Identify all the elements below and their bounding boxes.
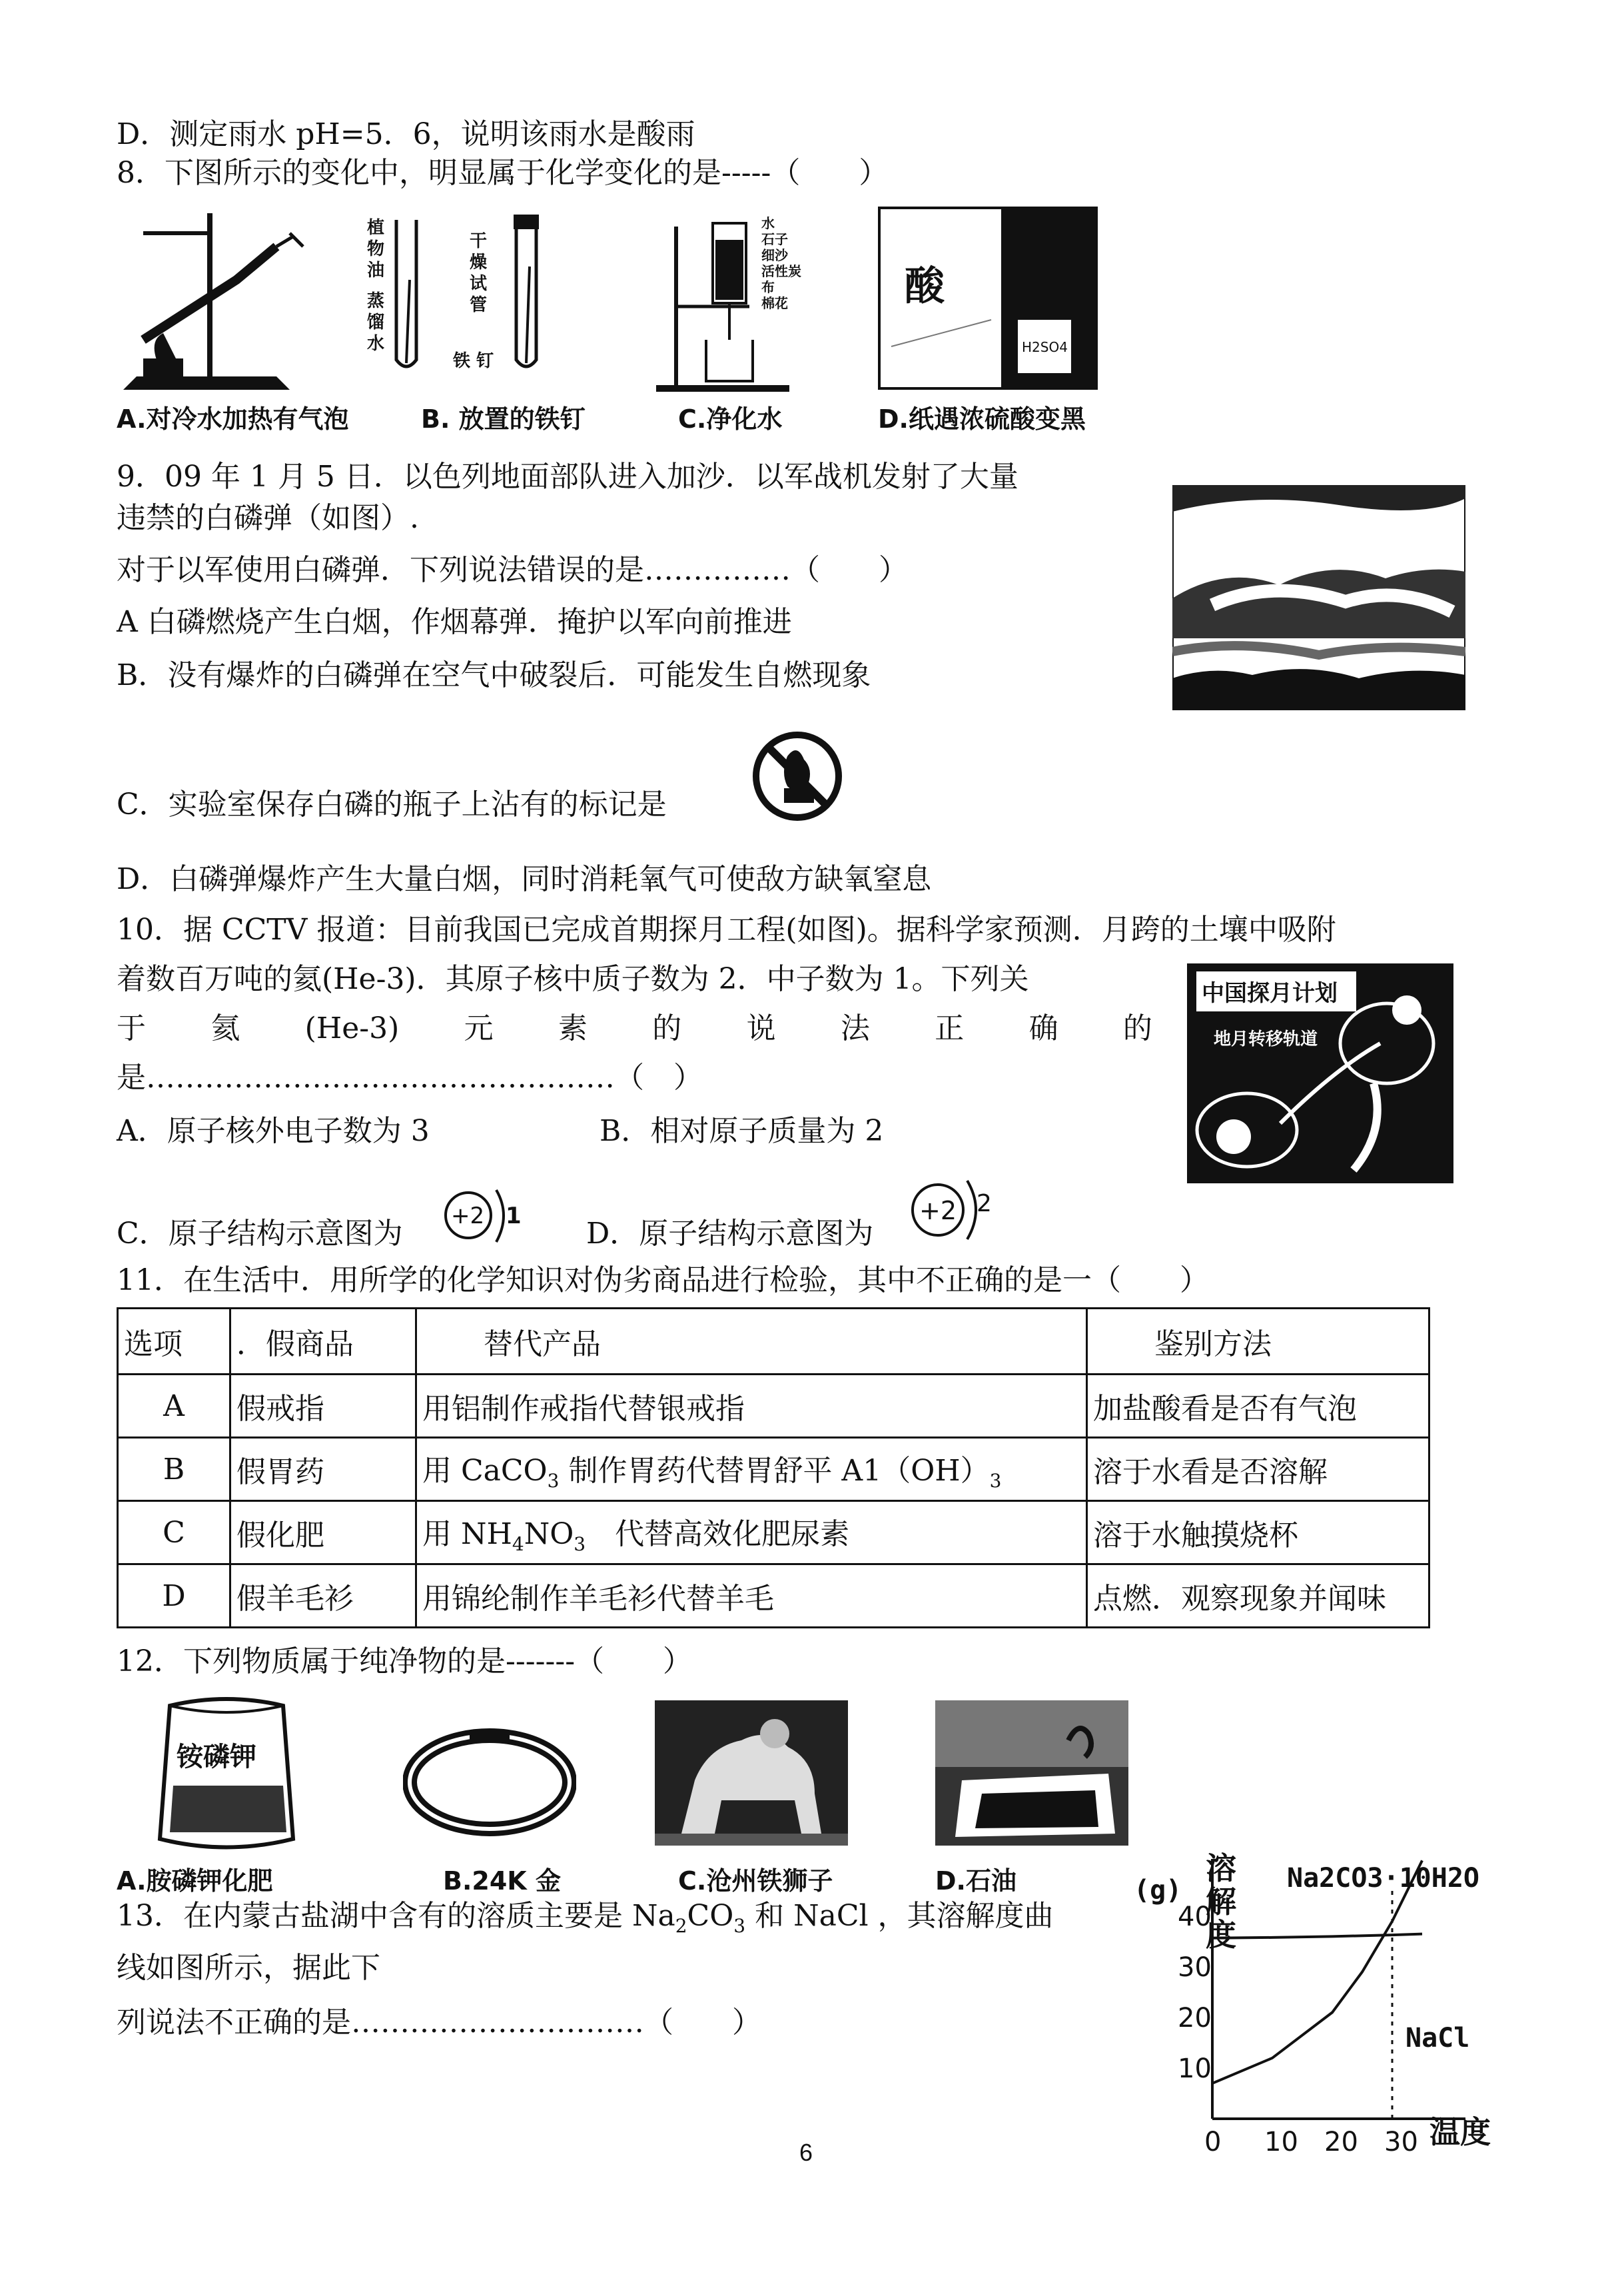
- atom-d-electrons: 2: [977, 1190, 992, 1217]
- chart-y-tick-0: 10: [1178, 2053, 1212, 2084]
- q12-caption-b: B.24K 金: [443, 1866, 561, 1896]
- q11-row-b-option: B: [118, 1438, 230, 1501]
- q11-stem: 11．在生活中．用所学的化学知识对伪劣商品进行检验，其中不正确的是一（ ）: [117, 1263, 1209, 1297]
- d-paper-label: 酸: [905, 263, 945, 310]
- table-row: [118, 1564, 1429, 1628]
- c-label-4: 活性炭: [761, 263, 801, 279]
- petroleum-image: [935, 1700, 1128, 1846]
- c-label-3: 细沙: [761, 247, 788, 263]
- q11-row-d-method: 点燃．观察现象并闻味: [1087, 1564, 1429, 1628]
- atom-c-electrons: 1: [506, 1203, 522, 1229]
- q9-line-3: 对于以军使用白磷弹．下列说法错误的是……………（ ）: [117, 553, 908, 587]
- chart-y-tick-1: 20: [1178, 2003, 1212, 2033]
- page-number: 6: [799, 2139, 813, 2166]
- chart-y-label-3: 度: [1206, 1917, 1236, 1953]
- lunar-title: 中国探月计划: [1202, 980, 1338, 1007]
- q11-c-sub-n1: 4: [512, 1532, 524, 1555]
- q11-row-b-item: 假胃药: [230, 1438, 416, 1501]
- q10-line-3: [117, 1011, 1152, 1046]
- chart-series-line-0: [1212, 1860, 1422, 2083]
- q11-header-substitute: 替代产品: [416, 1309, 1087, 1375]
- q11-row-d-item: 假羊毛衫: [230, 1564, 416, 1628]
- b-label-6: 水: [367, 334, 385, 354]
- chart-y-tick-2: 30: [1178, 1952, 1212, 1983]
- q10-l3-w7: 说: [746, 1011, 776, 1045]
- q11-row-b-substitute: [416, 1438, 1087, 1501]
- q11-row-a-substitute: 用铝制作戒指代替银戒指: [416, 1375, 1087, 1438]
- q13-line-1: [117, 1899, 1054, 1944]
- q12-caption-a: A.胺磷钾化肥: [117, 1866, 273, 1896]
- q10-l3-w11: 的: [1122, 1011, 1152, 1045]
- q11-c-sub-c: 代替高效化肥尿素: [586, 1517, 850, 1552]
- b-label-8: 燥: [470, 253, 488, 273]
- q7-option-d: D．测定雨水 pH=5．6，说明该雨水是酸雨: [117, 117, 695, 151]
- q10-l3-w3: (He-3): [304, 1011, 400, 1045]
- b-label-7: 干: [470, 231, 488, 251]
- b-label-2: 物: [367, 239, 385, 259]
- q9-option-c: C．实验室保存白磷的瓶子上沾有的标记是: [117, 788, 667, 822]
- q11-row-a-item: 假戒指: [230, 1375, 416, 1438]
- chart-x-tick-2: 20: [1324, 2127, 1358, 2157]
- q11-b-sub-b: 制作胃药代替胃舒平 A1（OH）: [559, 1454, 990, 1488]
- c-label-1: 水: [761, 215, 775, 231]
- q11-row-c-substitute: [416, 1501, 1087, 1564]
- chart-x-tick-1: 10: [1264, 2127, 1298, 2157]
- q8-figure-b-test-tubes: [363, 207, 563, 400]
- q9-option-b: B．没有爆炸的白磷弹在空气中破裂后．可能发生自燃现象: [117, 658, 871, 692]
- atom-c-nucleus: +2: [451, 1203, 485, 1229]
- chart-x-tick-0: 0: [1204, 2127, 1222, 2157]
- q10-option-d: D．原子结构示意图为: [586, 1217, 874, 1251]
- q8-caption-b: B. 放置的铁钉: [421, 404, 586, 434]
- q10-l3-w1: 于: [117, 1011, 146, 1045]
- q12-stem: 12．下列物质属于纯净物的是-------（ ）: [117, 1644, 693, 1678]
- atom-diagram-c: [436, 1185, 536, 1251]
- b-label-3: 油: [367, 261, 385, 281]
- table-row: [118, 1501, 1429, 1564]
- q11-row-c-option: C: [118, 1501, 230, 1564]
- q11-row-a-option: A: [118, 1375, 230, 1438]
- q10-l3-w5: 素: [558, 1011, 588, 1045]
- q10-option-a: A．原子核外电子数为 3: [117, 1114, 430, 1148]
- white-phosphorus-photo: [1172, 485, 1465, 710]
- chart-y-unit: (g): [1134, 1875, 1182, 1906]
- c-label-6: 棉花: [761, 295, 788, 311]
- q11-header-item: ．假商品: [230, 1309, 416, 1375]
- b-label-10: 管: [470, 295, 488, 315]
- q11-row-d-substitute: 用锦纶制作羊毛衫代替羊毛: [416, 1564, 1087, 1628]
- q11-row-c-method: 溶于水触摸烧杯: [1087, 1501, 1429, 1564]
- b-nail-label: 铁 钉: [453, 351, 494, 371]
- b-label-4: 蒸: [367, 291, 385, 311]
- table-row: [118, 1375, 1429, 1438]
- q12-caption-c: C.沧州铁狮子: [678, 1866, 833, 1896]
- q13-l1-b: CO: [687, 1899, 734, 1933]
- chart-y-tick-3: 40: [1178, 1902, 1212, 1932]
- q10-l3-w6: 的: [652, 1011, 682, 1045]
- chart-y-label-2: 解: [1206, 1884, 1236, 1920]
- gold-ring-image: [403, 1726, 576, 1839]
- q11-b-sub-a: 用 CaCO: [422, 1454, 548, 1488]
- q10-line-2: 着数百万吨的氦(He-3)．其原子核中质子数为 2．中子数为 1。下列关: [117, 962, 1029, 996]
- q13-line-2: 线如图所示，据此下: [117, 1951, 380, 1985]
- c-label-5: 布: [761, 279, 775, 295]
- q8-figure-d-paper-acid: [878, 207, 1098, 390]
- bag-label: 铵磷钾: [177, 1741, 256, 1772]
- q11-c-sub-n2: 3: [574, 1532, 586, 1555]
- b-label-9: 试: [470, 274, 488, 294]
- atom-diagram-d: [906, 1173, 1006, 1246]
- q8-stem: 8．下图所示的变化中，明显属于化学变化的是-----（ ）: [117, 156, 889, 190]
- atom-d-nucleus: +2: [919, 1196, 957, 1225]
- q9-option-a: A 白磷燃烧产生白烟，作烟幕弹．掩护以军向前推进: [117, 605, 792, 639]
- q11-b-sub-n1: 3: [547, 1469, 560, 1492]
- q8-caption-a: A.对冷水加热有气泡: [117, 404, 349, 434]
- q8-caption-d: D.纸遇浓硫酸变黑: [878, 404, 1086, 434]
- q8-figure-a-heating: [117, 207, 316, 400]
- q9-line-2: 违禁的白磷弹（如图）.: [117, 501, 419, 535]
- q8-figure-c-water-filter: [649, 207, 829, 400]
- table-row: [118, 1438, 1429, 1501]
- q9-line-1: 9．09 年 1 月 5 日．以色列地面部队进入加沙．以军战机发射了大量: [117, 460, 1018, 494]
- chart-x-tick-3: 30: [1384, 2127, 1418, 2157]
- q13-line-3: 列说法不正确的是…………………………（ ）: [117, 2006, 761, 2039]
- q11-b-sub-n2: 3: [989, 1469, 1002, 1492]
- q10-line-1: 10．据 CCTV 报道：目前我国已完成首期探月工程(如图)。据科学家预测．月跨的土壤中吸附: [117, 913, 1336, 947]
- q13-l1-sub2: 3: [733, 1914, 746, 1937]
- chart-series-label-na2co3: Na2CO3·10H2O: [1287, 1863, 1479, 1894]
- q11-row-c-item: 假化肥: [230, 1501, 416, 1564]
- lunar-program-photo: [1187, 963, 1453, 1183]
- q11-row-a-method: 加盐酸看是否有气泡: [1087, 1375, 1429, 1438]
- q10-option-b: B．相对原子质量为 2: [600, 1114, 884, 1148]
- no-fire-warning-icon: [747, 730, 847, 823]
- q13-l1-sub1: 2: [675, 1914, 687, 1937]
- q13-l1-a: 13．在内蒙古盐湖中含有的溶质主要是 Na: [117, 1899, 675, 1933]
- q13-l1-c: 和 NaCl ，其溶解度曲: [745, 1899, 1054, 1933]
- b-label-5: 馏: [367, 312, 385, 332]
- q11-header-option: 选项: [118, 1309, 230, 1375]
- q11-c-sub-a: 用 NH: [422, 1517, 512, 1552]
- q8-caption-c: C.净化水: [678, 404, 783, 434]
- b-label-1: 植: [367, 218, 385, 238]
- q9-option-d: D．白磷弹爆炸产生大量白烟，同时消耗氧气可使敌方缺氧窒息: [117, 862, 932, 896]
- q11-row-d-option: D: [118, 1564, 230, 1628]
- lunar-subtitle: 地月转移轨道: [1214, 1029, 1318, 1049]
- iron-lion-image: [655, 1700, 848, 1846]
- q12-caption-d: D.石油: [935, 1866, 1016, 1896]
- chart-x-label: 温度: [1429, 2114, 1491, 2150]
- q10-l3-w10: 确: [1028, 1011, 1058, 1045]
- q10-l3-w4: 元: [464, 1011, 494, 1045]
- chart-series-label-nacl: NaCl: [1406, 2023, 1470, 2053]
- d-bottle-label: H2SO4: [1022, 339, 1068, 355]
- q10-l3-w2: 氦: [210, 1011, 240, 1045]
- chart-y-label-1: 溶: [1206, 1850, 1236, 1886]
- c-label-2: 石子: [761, 231, 788, 247]
- solubility-curve-chart: [1132, 1846, 1519, 2159]
- q11-table: [117, 1307, 1430, 1628]
- q11-header-row: [118, 1309, 1429, 1375]
- q10-line-4: 是…………………………………………（ ）: [117, 1061, 703, 1095]
- q11-row-b-method: 溶于水看是否溶解: [1087, 1438, 1429, 1501]
- q10-option-c: C．原子结构示意图为: [117, 1217, 403, 1251]
- q11-header-method: 鉴别方法: [1087, 1309, 1429, 1375]
- fertilizer-bag-image: [150, 1692, 303, 1852]
- q11-c-sub-b: NO: [524, 1517, 574, 1552]
- q10-l3-w9: 正: [935, 1011, 965, 1045]
- chart-series-line-1: [1212, 1934, 1422, 1938]
- q10-l3-w8: 法: [840, 1011, 870, 1045]
